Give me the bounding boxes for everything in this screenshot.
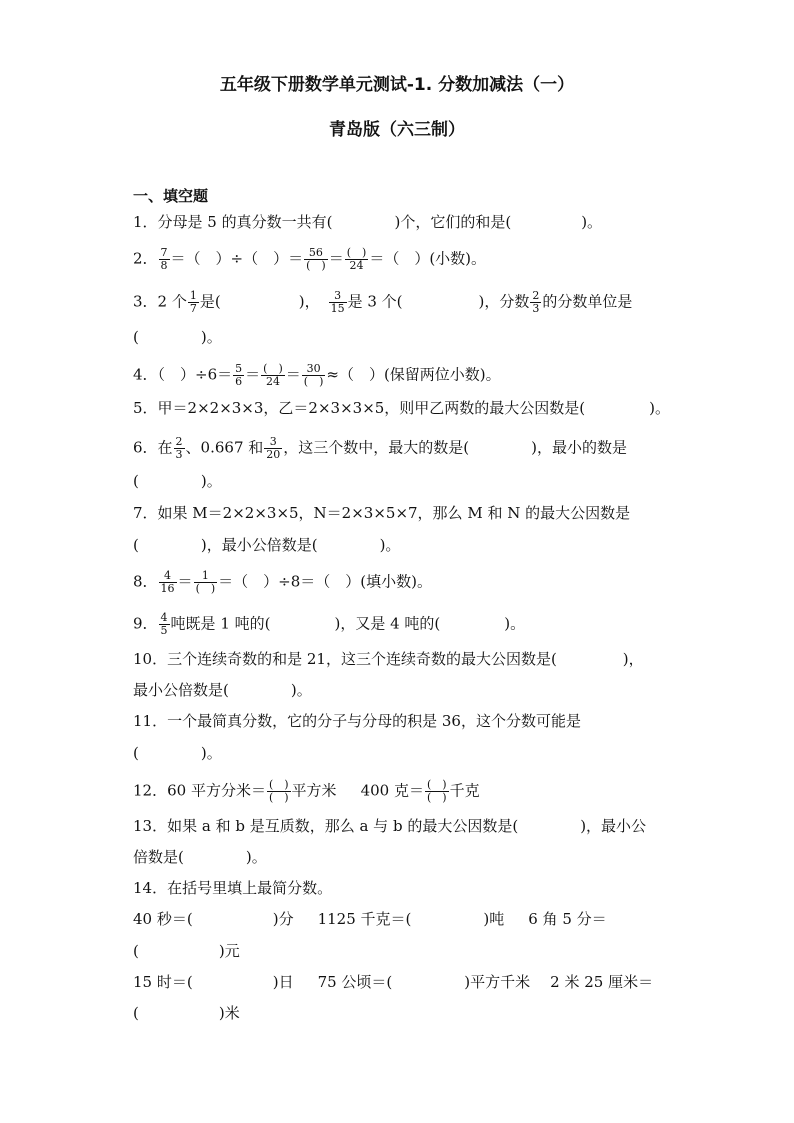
question-6-cont: ( )。 xyxy=(133,472,222,490)
question-3-cont: ( )。 xyxy=(133,328,222,346)
question-3: 3．2 个 $\frac{1}{7}$ 是( )， $\frac{3}{15}$ 是 3 个( )，分数 $\frac{2}{3}$ 的分数单位是 xyxy=(133,289,633,315)
fraction: $\frac{( )}{( )}$ xyxy=(268,778,289,804)
question-6: 6．在 $\frac{2}{3}$ 、0.667 和 $\frac{3}{20}$ ，这三个数中，最大的数是( )，最小的数是 xyxy=(133,435,627,461)
section-heading: 一、填空题 xyxy=(133,187,209,205)
fraction: $\frac{( )}{24}$ xyxy=(263,362,283,388)
question-10-cont: 最小公倍数是( )。 xyxy=(133,681,312,699)
question-7: 7．如果 M＝2×2×3×5，N＝2×3×5×7，那么 M 和 N 的最大公因数是 xyxy=(133,504,631,522)
fraction: $\frac{2}{3}$ xyxy=(532,289,540,315)
question-12: 12．60 平方分米＝ $\frac{( )}{( )}$ 平方米 400 克＝ $\frac{( )}{( )}$ 千克 xyxy=(133,778,480,804)
question-7-cont: ( )，最小公倍数是( )。 xyxy=(133,536,401,554)
question-14-line-2: ( )元 xyxy=(133,942,240,960)
fraction: $\frac{1}{( )}$ xyxy=(195,569,216,595)
question-11: 11．一个最简真分数，它的分子与分母的积是 36，这个分数可能是 xyxy=(133,712,581,730)
question-14-line-4: ( )米 xyxy=(133,1004,240,1022)
question-14-line-1: 40 秒＝( )分 1125 千克＝( )吨 6 角 5 分＝ xyxy=(133,910,607,928)
page-subtitle: 青岛版（六三制） xyxy=(329,120,465,140)
fraction: $\frac{3}{15}$ xyxy=(330,289,345,315)
question-9: 9． $\frac{4}{5}$ 吨既是 1 吨的( )，又是 4 吨的( )。 xyxy=(133,611,526,637)
fraction: $\frac{1}{7}$ xyxy=(189,289,197,315)
fraction: $\frac{3}{20}$ xyxy=(266,435,281,461)
fraction: $\frac{4}{16}$ xyxy=(160,569,175,595)
fraction: $\frac{4}{5}$ xyxy=(160,611,168,637)
question-13: 13．如果 a 和 b 是互质数，那么 a 与 b 的最大公因数是( )，最小公 xyxy=(133,817,647,835)
question-13-cont: 倍数是( )。 xyxy=(133,848,267,866)
fraction: $\frac{( )}{24}$ xyxy=(346,246,367,272)
fraction: $\frac{5}{6}$ xyxy=(235,362,243,388)
question-11-cont: ( )。 xyxy=(133,744,222,762)
page-title: 五年级下册数学单元测试-1. 分数加减法（一） xyxy=(219,75,575,95)
fraction: $\frac{( )}{( )}$ xyxy=(426,778,447,804)
question-5: 5．甲＝2×2×3×3，乙＝2×3×3×5，则甲乙两数的最大公因数是( )。 xyxy=(133,399,671,417)
question-8: 8． $\frac{4}{16}$ ＝ $\frac{1}{( )}$ ＝（ ）÷8＝（ ）(填小数)。 xyxy=(133,569,432,595)
question-2: 2． $\frac{7}{8}$ ＝（ ）÷（ ）＝ $\frac{56}{( )}$ ＝ $\frac{( )}{24}$ ＝（ ）(小数)。 xyxy=(133,246,487,272)
question-14-line-3: 15 时＝( )日 75 公顷＝( )平方千米 2 米 25 厘米＝ xyxy=(133,973,654,991)
fraction: $\frac{30}{( )}$ xyxy=(303,362,324,388)
question-10: 10．三个连续奇数的和是 21，这三个连续奇数的最大公因数是( )， xyxy=(133,650,644,668)
fraction: $\frac{2}{3}$ xyxy=(175,435,183,461)
question-4: 4．（ ）÷6＝ $\frac{5}{6}$ ＝ $\frac{( )}{24}$ ＝ $\frac{30}{( )}$ ≈（ ）(保留两位小数)。 xyxy=(133,362,501,388)
question-1: 1．分母是 5 的真分数一共有( )个，它们的和是( )。 xyxy=(133,213,603,231)
fraction: $\frac{7}{8}$ xyxy=(160,246,168,272)
fraction: $\frac{56}{( )}$ xyxy=(306,246,326,272)
question-14: 14．在括号里填上最简分数。 xyxy=(133,879,333,897)
